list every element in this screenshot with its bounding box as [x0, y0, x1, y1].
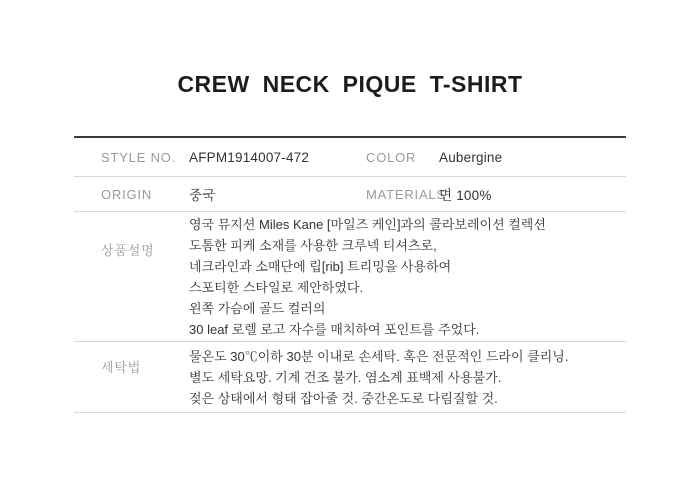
page-title: CREW NECK PIQUE T-SHIRT — [177, 71, 523, 97]
origin-label: ORIGIN — [101, 186, 153, 202]
description-line: 도톰한 피케 소재를 사용한 크루넥 티셔츠로, — [189, 238, 437, 253]
care-line: 별도 세탁요망. 기계 건조 불가. 염소계 표백제 사용불가. — [189, 370, 502, 385]
color-label: COLOR — [366, 149, 417, 165]
style-no-label: STYLE NO. — [101, 149, 177, 165]
care-text — [189, 346, 626, 409]
spec-row-origin-materials — [74, 177, 626, 212]
origin-value: 중국 — [189, 188, 216, 203]
color-value: Aubergine — [439, 149, 503, 165]
description-line: 스포티한 스타일로 제안하였다. — [189, 280, 364, 295]
product-spec-table — [74, 136, 626, 413]
description-line: 영국 뮤지션 Miles Kane [마일즈 케인]과의 콜라보레이션 컬렉션 — [189, 217, 546, 232]
description-label: 상품설명 — [101, 243, 155, 258]
style-no-value: AFPM1914007-472 — [189, 149, 310, 165]
description-line: 왼쪽 가슴에 골드 컬러의 — [189, 301, 326, 316]
description-text — [189, 214, 626, 340]
description-line: 30 leaf 로렐 로고 자수를 매치하여 포인트를 주었다. — [189, 322, 480, 337]
description-line: 네크라인과 소매단에 립[rib] 트리밍을 사용하여 — [189, 259, 452, 274]
care-line: 젖은 상태에서 형태 잡아줄 것. 중간온도로 다림질할 것. — [189, 391, 498, 406]
care-label: 세탁법 — [101, 360, 142, 375]
materials-label: MATERIALS — [366, 186, 446, 202]
spec-row-care — [74, 342, 626, 413]
spec-row-style-color — [74, 138, 626, 177]
spec-row-description — [74, 212, 626, 342]
materials-value: 면 100% — [439, 188, 492, 203]
care-line: 물온도 30℃이하 30분 이내로 손세탁. 혹은 전문적인 드라이 클리닝. — [189, 349, 569, 364]
